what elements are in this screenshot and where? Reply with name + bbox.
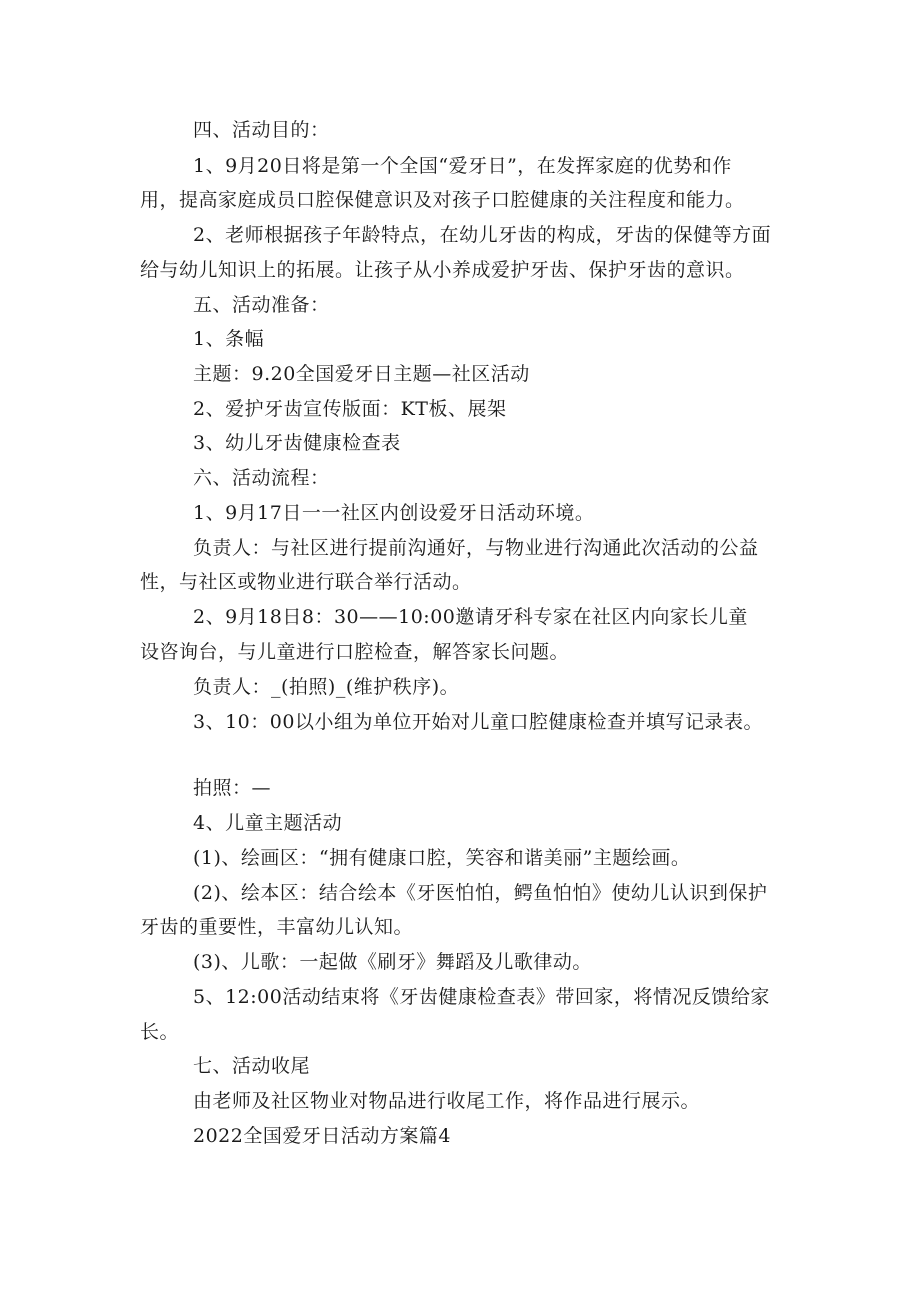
list-item: 5、12:00活动结束将《牙齿健康检查表》带回家，将情况反馈给家 (193, 986, 770, 1008)
list-item: 2、爱护牙齿宣传版面：KT板、展架 (193, 398, 507, 420)
paragraph-line: 负责人：与社区进行提前沟通好，与物业进行沟通此次活动的公益 (193, 537, 759, 559)
document-subtitle: 2022全国爱牙日活动方案篇4 (193, 1125, 451, 1147)
list-item: 3、幼儿牙齿健康检查表 (193, 432, 401, 454)
paragraph-line: 3、10：00以小组为单位开始对儿童口腔健康检查并填写记录表。 (193, 711, 763, 733)
section-heading-process: 六、活动流程： (193, 467, 330, 489)
paragraph-line: 长。 (140, 1021, 180, 1043)
paragraph-line: 2、9月18日8：30——10:00邀请牙科专家在社区内向家长儿童 (193, 606, 748, 628)
section-heading-preparation: 五、活动准备： (193, 294, 330, 316)
paragraph-line: 给与幼儿知识上的拓展。让孩子从小养成爱护牙齿、保护牙齿的意识。 (140, 259, 745, 281)
paragraph-line: 拍照：— (193, 777, 272, 799)
paragraph-line: 由老师及社区物业对物品进行收尾工作，将作品进行展示。 (193, 1090, 701, 1112)
paragraph-line: 1、9月20日将是第一个全国“爱牙日”，在发挥家庭的优势和作 (193, 155, 732, 177)
paragraph-line: 2、老师根据孩子年龄特点，在幼儿牙齿的构成，牙齿的保健等方面 (193, 224, 772, 246)
list-item: 4、儿童主题活动 (193, 812, 343, 834)
section-heading-purpose: 四、活动目的： (193, 119, 330, 141)
section-heading-closing: 七、活动收尾 (193, 1055, 311, 1077)
paragraph-line: 设咨询台，与儿童进行口腔检查，解答家长问题。 (140, 641, 570, 663)
list-item: 主题：9.20全国爱牙日主题—社区活动 (193, 363, 530, 385)
list-item: 1、条幅 (193, 328, 265, 350)
list-item: (3)、儿歌：一起做《刷牙》舞蹈及儿歌律动。 (193, 951, 592, 973)
list-item: (1)、绘画区：“拥有健康口腔，笑容和谐美丽”主题绘画。 (193, 847, 691, 869)
paragraph-line: 负责人：_(拍照)_(维护秩序)。 (193, 676, 460, 698)
list-item: 1、9月17日一一社区内创设爱牙日活动环境。 (193, 502, 595, 524)
paragraph-line: 性，与社区或物业进行联合举行活动。 (140, 571, 472, 593)
paragraph-line: 牙齿的重要性，丰富幼儿认知。 (140, 916, 414, 938)
list-item: (2)、绘本区：结合绘本《牙医怕怕，鳄鱼怕怕》使幼儿认识到保护 (193, 882, 768, 904)
paragraph-line: 用，提高家庭成员口腔保健意识及对孩子口腔健康的关注程度和能力。 (140, 189, 745, 211)
